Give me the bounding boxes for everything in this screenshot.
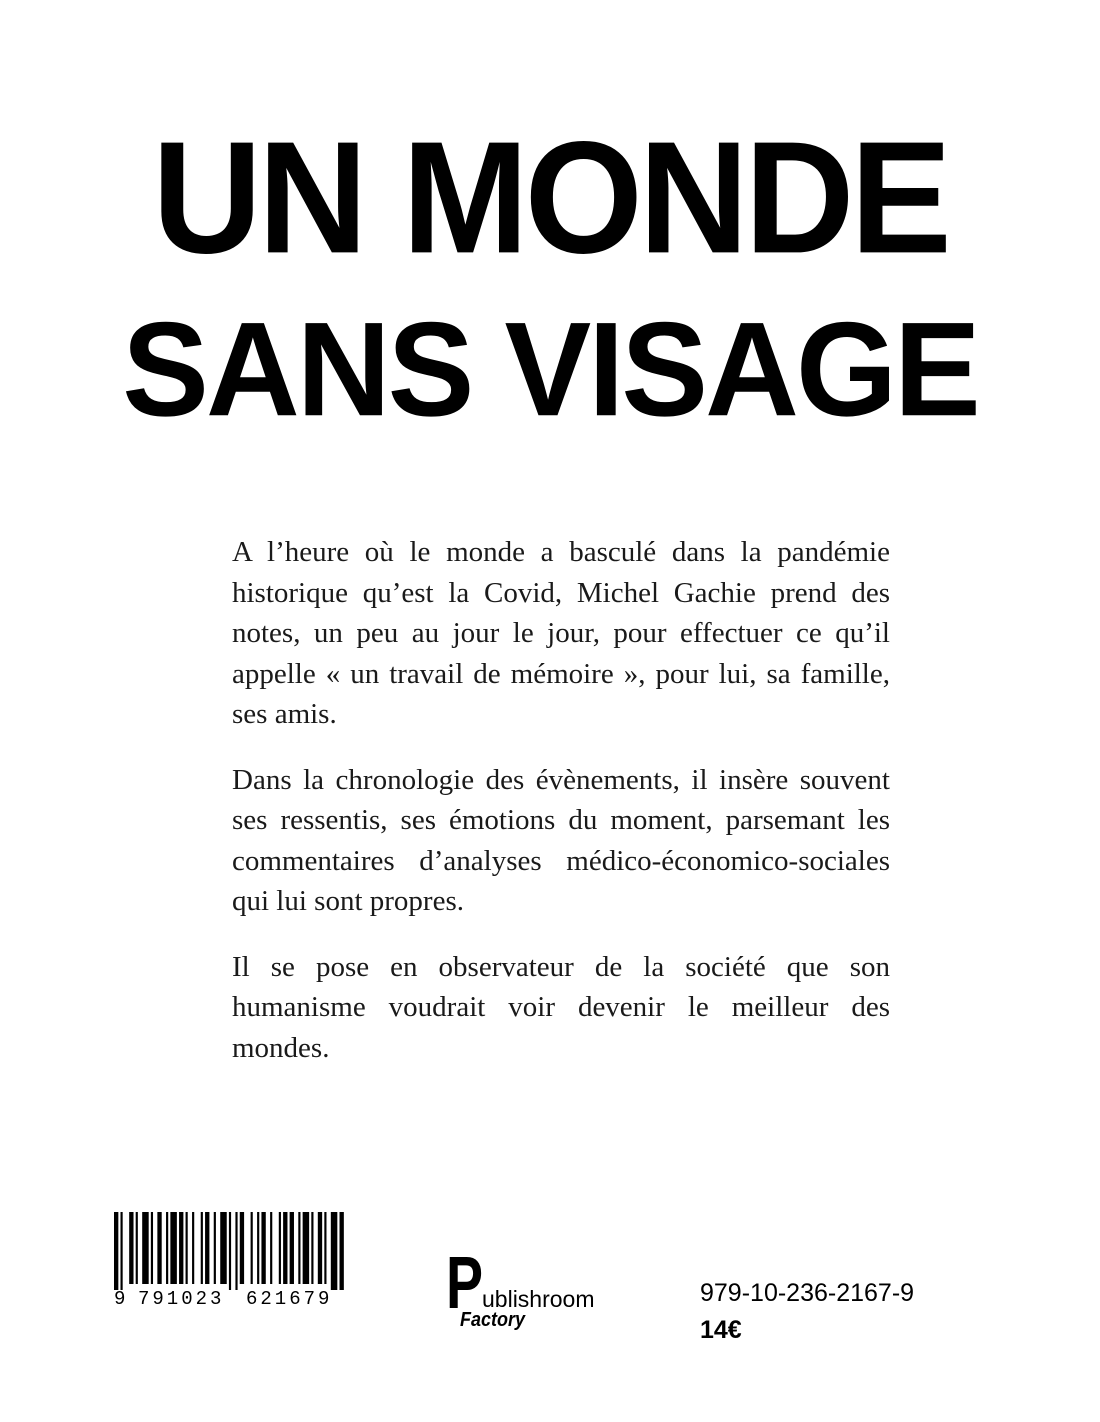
barcode-digit-first: 9 bbox=[114, 1288, 126, 1310]
book-title-line-2: SANS VISAGE bbox=[122, 293, 978, 445]
price: 14€ bbox=[700, 1316, 742, 1344]
blurb-paragraph-3: Il se pose en observateur de la société que son humanisme voudrait voir devenir le meilleur des mondes. bbox=[232, 950, 890, 1064]
barcode-digit-group-1: 791023 bbox=[138, 1288, 225, 1310]
barcode-bars-icon bbox=[114, 1212, 346, 1290]
blurb-paragraph-2: Dans la chronologie des évènements, il insère souvent ses ressentis, ses émotions du moment, parsemant les commentaires d’analyses médico-économico-sociales qui lui sont propres. bbox=[232, 763, 890, 917]
blurb-text bbox=[232, 532, 890, 1093]
publisher-name: ublishroom bbox=[482, 1286, 595, 1312]
publisher-logo bbox=[446, 1241, 616, 1336]
isbn-number: 979-10-236-2167-9 bbox=[700, 1279, 915, 1307]
barcode-digit-group-2: 621679 bbox=[246, 1288, 333, 1310]
publisher-factory: Factory bbox=[460, 1309, 526, 1331]
blurb-paragraph-1: A l’heure où le monde a basculé dans la pandémie historique qu’est la Covid, Michel Gachie prend des notes, un peu au jour le jour, pour effectuer ce qu’il appelle « un travail de mémoire », pour lui, sa famille, ses amis. bbox=[232, 536, 890, 730]
book-title-line-1: UN MONDE bbox=[152, 108, 948, 288]
barcode bbox=[114, 1212, 346, 1314]
publisher-logo-letter: P bbox=[446, 1241, 484, 1324]
